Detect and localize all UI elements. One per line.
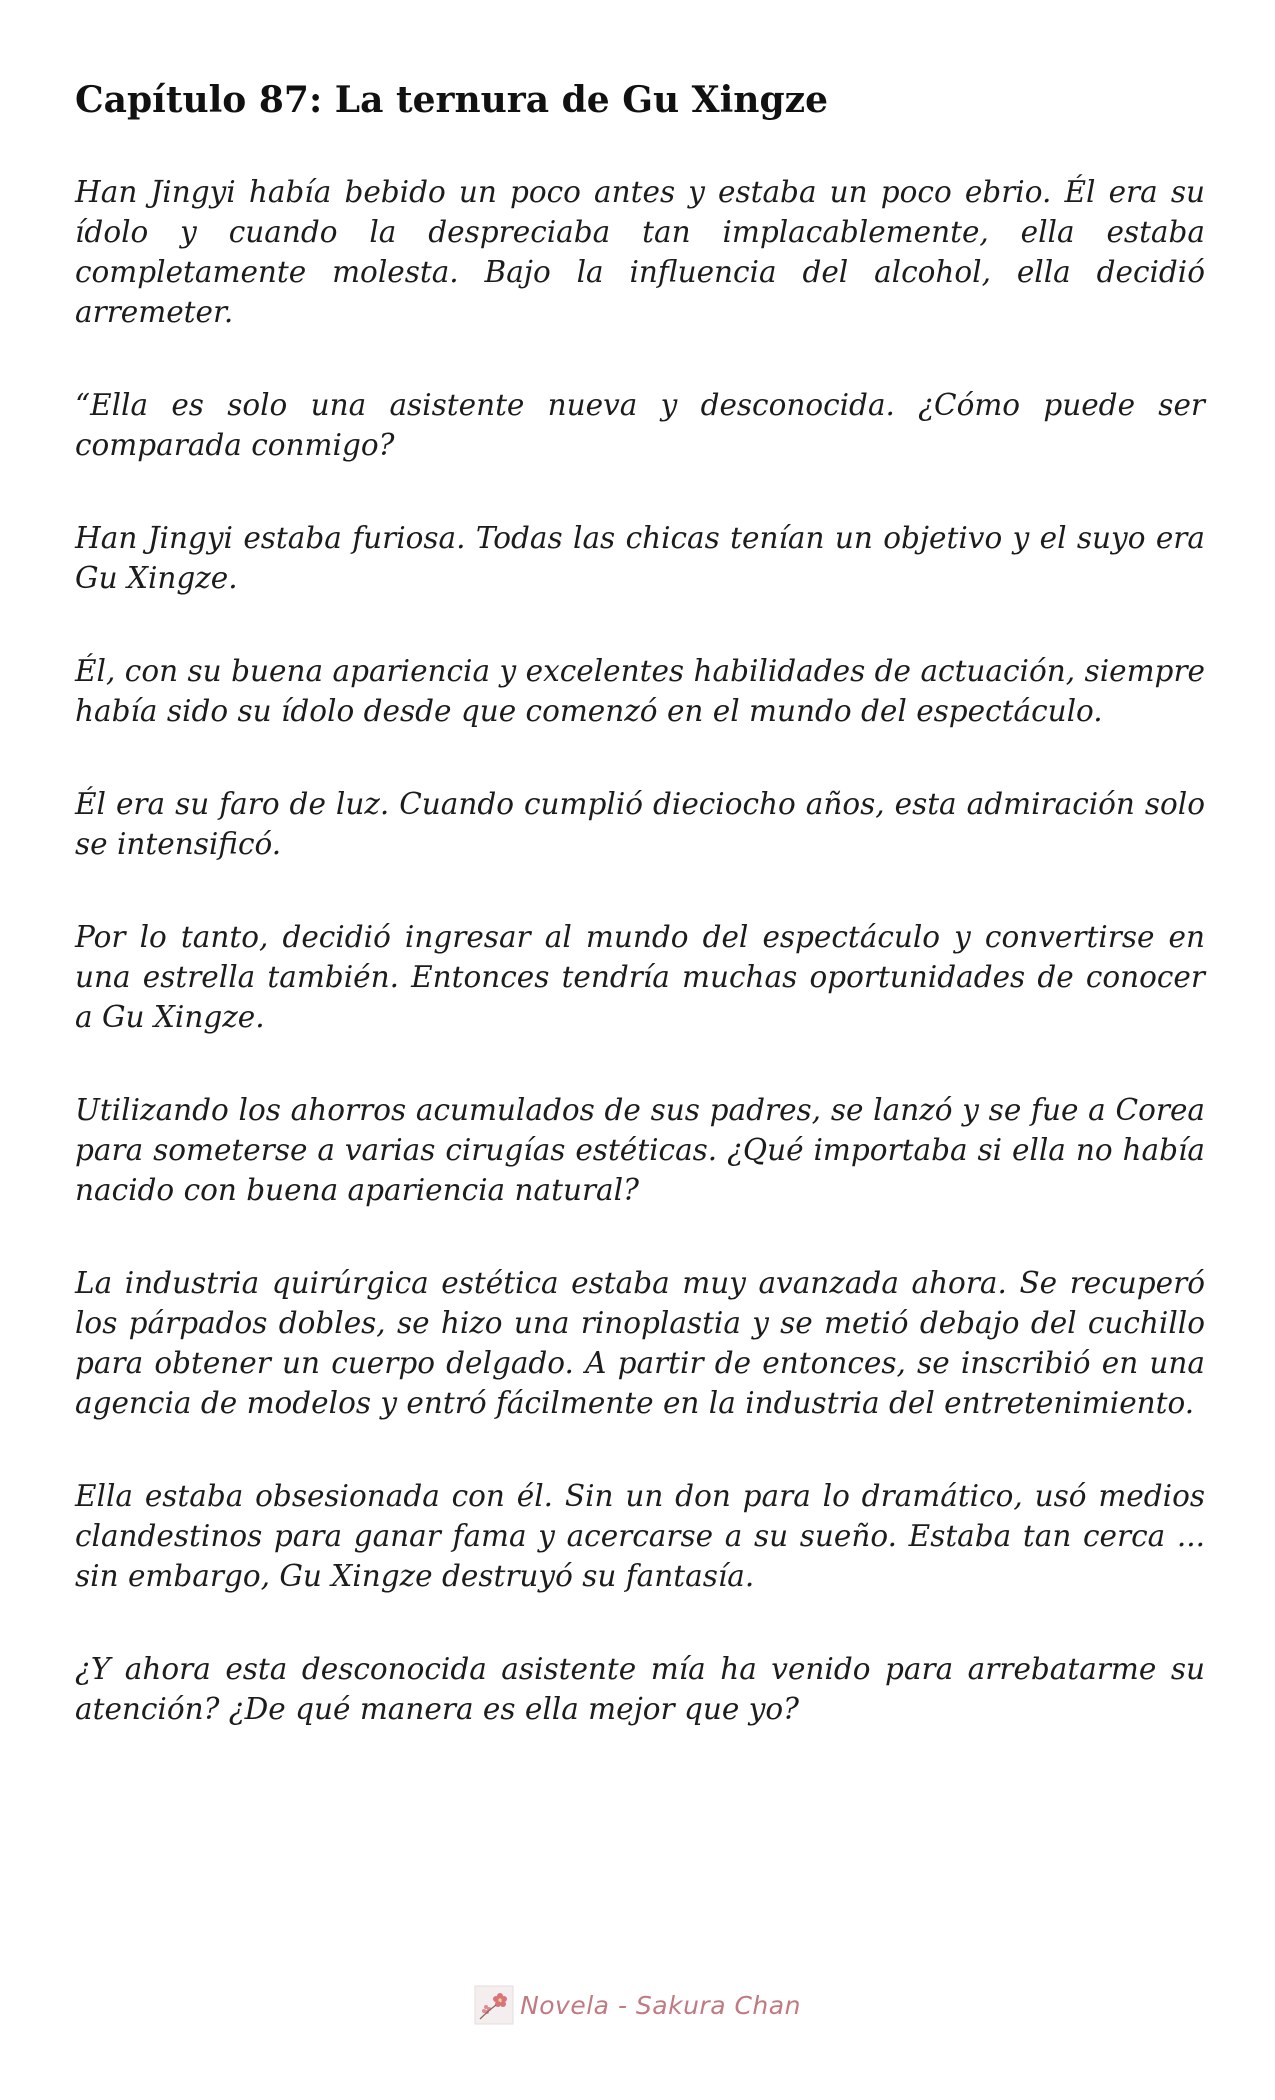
footer-watermark xyxy=(0,1985,1275,2025)
watermark-text: Novela - Sakura Chan xyxy=(520,1990,801,2020)
paragraph: Él era su faro de luz. Cuando cumplió dieciocho años, esta admiración solo se intensificó. xyxy=(75,787,1205,861)
paragraph: “Ella es solo una asistente nueva y desconocida. ¿Cómo puede ser comparada conmigo? xyxy=(75,388,1205,462)
chapter-body xyxy=(75,172,1205,1729)
paragraph: Él, con su buena apariencia y excelentes habilidades de actuación, siempre había sido su ídolo desde que comenzó en el mundo del espectáculo. xyxy=(75,654,1205,728)
paragraph: Ella estaba obsesionada con él. Sin un don para lo dramático, usó medios clandestinos para ganar fama y acercarse a su sueño. Estaba tan cerca ... sin embargo, Gu Xingze destruyó su fantasía. xyxy=(75,1479,1205,1593)
watermark-group xyxy=(474,1985,801,2025)
sakura-flower-icon xyxy=(474,1985,514,2025)
chapter-title: Capítulo 87: La ternura de Gu Xingze xyxy=(75,79,828,121)
paragraph: Utilizando los ahorros acumulados de sus padres, se lanzó y se fue a Corea para someterse a varias cirugías estéticas. ¿Qué importaba si ella no había nacido con buena apariencia natural? xyxy=(75,1093,1205,1207)
document-page xyxy=(75,70,1205,1782)
paragraph: La industria quirúrgica estética estaba muy avanzada ahora. Se recuperó los párpados dobles, se hizo una rinoplastia y se metió debajo del cuchillo para obtener un cuerpo delgado. A partir de entonces, se inscribió en una agencia de modelos y entró fácilmente en la industria del entretenimiento. xyxy=(75,1266,1205,1420)
paragraph: Han Jingyi estaba furiosa. Todas las chicas tenían un objetivo y el suyo era Gu Xingze. xyxy=(75,521,1205,595)
paragraph: Por lo tanto, decidió ingresar al mundo del espectáculo y convertirse en una estrella también. Entonces tendría muchas oportunidades de conocer a Gu Xingze. xyxy=(75,920,1205,1034)
paragraph: ¿Y ahora esta desconocida asistente mía ha venido para arrebatarme su atención? ¿De qué manera es ella mejor que yo? xyxy=(75,1652,1205,1726)
paragraph: Han Jingyi había bebido un poco antes y estaba un poco ebrio. Él era su ídolo y cuando la despreciaba tan implacablemente, ella estaba completamente molesta. Bajo la influencia del alcohol, ella decidió arremeter. xyxy=(75,175,1205,329)
